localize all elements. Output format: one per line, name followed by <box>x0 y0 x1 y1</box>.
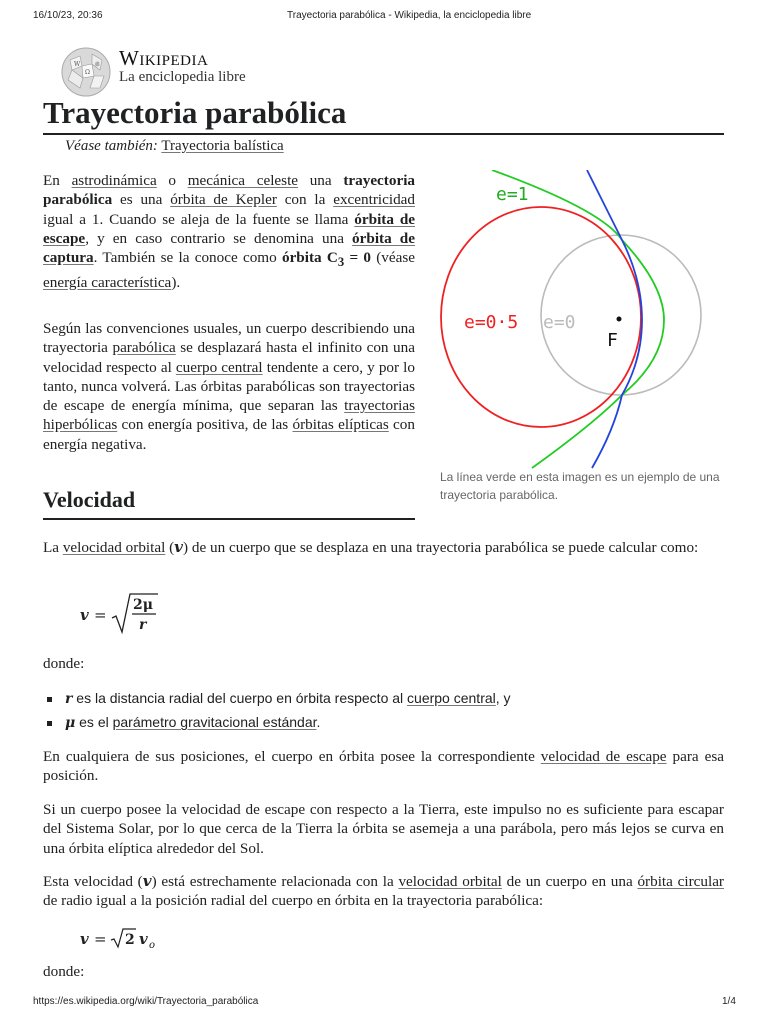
formula-denominator: r <box>139 617 147 633</box>
math-v: v <box>142 872 152 890</box>
text: una <box>298 172 344 189</box>
figure-caption: La línea verde en esta imagen es un ejemplo de una trayectoria parabólica. <box>440 470 720 502</box>
donde-label-1: donde: <box>43 655 85 672</box>
velocidad-paragraph-4 <box>43 872 724 911</box>
bold-c3 <box>281 249 371 270</box>
svg-text:=: = <box>94 606 107 624</box>
text: igual a 1. Cuando se aleja de la fuente se llama <box>43 210 355 228</box>
text: En <box>43 172 72 189</box>
link-velocidad-escape[interactable]: velocidad de escape <box>540 748 667 765</box>
orbits-figure[interactable] <box>432 170 722 470</box>
math-v: v <box>174 538 183 556</box>
intro-paragraph <box>43 171 415 292</box>
text: de radio igual a la posición radial del cuerpo en órbita en la trayectoria parabólica: <box>43 892 544 910</box>
formula-parabolic-velocity <box>80 590 170 643</box>
label-e1: e=1 <box>496 184 529 205</box>
link-orbita-escape[interactable]: órbita de escape <box>43 210 416 247</box>
link-velocidad-orbital-2[interactable]: velocidad orbital <box>398 873 502 890</box>
see-also-label: Véase también: <box>65 138 158 154</box>
wikipedia-globe-icon[interactable] <box>60 46 112 98</box>
link-trayectorias-hiperbolicas[interactable]: trayectorias hiperbólicas <box>43 397 415 434</box>
svg-text:=: = <box>94 930 107 948</box>
link-mecanica-celeste[interactable]: mecánica celeste <box>187 172 299 189</box>
link-orbita-captura[interactable]: órbita de captura <box>43 229 415 267</box>
link-parametro-gravitacional[interactable]: parámetro gravitacional estándar <box>112 714 317 730</box>
wikipedia-wordmark[interactable] <box>119 46 246 86</box>
text: de un cuerpo en una <box>501 873 638 890</box>
list-item-mu <box>43 712 511 736</box>
text: ) de un cuerpo que se desplaza en una trayectoria parabólica se puede calcular como: <box>183 539 699 556</box>
label-focus: F <box>607 330 618 351</box>
page-title: Trayectoria parabólica <box>43 95 347 130</box>
subscript: 3 <box>337 255 345 270</box>
see-also-link[interactable]: Trayectoria balística <box>161 138 284 154</box>
formula-numerator: 2μ <box>133 597 153 613</box>
text: órbita C <box>281 249 338 267</box>
text: Esta velocidad ( <box>43 873 143 890</box>
text: En cualquiera de sus posiciones, el cuerpo en órbita posee la correspondiente <box>43 748 541 765</box>
text: con energía positiva, de las <box>117 416 293 434</box>
list-item-r <box>43 688 511 712</box>
link-orbitas-elipticas[interactable]: órbitas elípticas <box>292 416 389 434</box>
text: (véase <box>370 249 415 267</box>
text: es una <box>112 191 171 209</box>
svg-text:W: W <box>74 61 81 68</box>
velocidad-paragraph-3: Si un cuerpo posee la velocidad de escape con respecto a la Tierra, este impulso no es suficiente para escapar del Sistema Solar, por lo que cerca de la Tierra la órbita se asemeja a una parábola, pero más lejos se curva en una órbita elíptica alrededor del Sol. <box>43 801 724 857</box>
text: o <box>156 172 188 189</box>
formula-escape-relation <box>80 927 180 956</box>
link-energia-caracteristica[interactable]: energía característica <box>43 273 172 291</box>
section-divider <box>43 518 415 520</box>
print-url: https://es.wikipedia.org/wiki/Trayectoria_parabólica <box>33 996 259 1007</box>
formula-lhs: v <box>80 606 89 624</box>
text: , y <box>495 690 511 706</box>
label-e0: e=0 <box>543 312 576 333</box>
text: para esa posición. <box>43 748 724 785</box>
link-excentricidad[interactable]: excentricidad <box>333 191 415 209</box>
text: . <box>316 714 321 730</box>
link-astrodinamica[interactable]: astrodinámica <box>71 172 157 189</box>
svg-text:Ω: Ω <box>85 69 90 76</box>
link-cuerpo-central[interactable]: cuerpo central <box>175 358 263 376</box>
bold-term: trayectoria parabólica <box>43 172 416 209</box>
logo-name: Wikipedia <box>119 46 209 70</box>
text: . También se la conoce como <box>93 249 282 267</box>
text: Según las convenciones usuales, un cuerpo describiendo una trayectoria <box>43 320 415 357</box>
paragraph-2 <box>43 319 415 454</box>
print-page-title: Trayectoria parabólica - Wikipedia, la enciclopedia libre <box>287 10 532 21</box>
text: = 0 <box>344 249 371 267</box>
link-parabolica[interactable]: parabólica <box>112 339 176 357</box>
text: La <box>43 539 63 556</box>
donde-label-2: donde: <box>43 963 85 980</box>
link-orbita-kepler[interactable]: órbita de Kepler <box>170 191 277 209</box>
text: ) está estrechamente relacionada con la <box>151 873 399 890</box>
section-heading-velocidad: Velocidad <box>43 487 136 512</box>
formula2-sub: o <box>149 940 156 951</box>
text: ( <box>165 539 175 556</box>
formula2-rhs: v <box>139 930 148 948</box>
text: tendente a cero, y por lo tanto, nunca volverá. Las órbitas parabólicas son trayectorias de escape de energía mínima, que separan las <box>43 358 415 415</box>
print-page-number: 1/4 <box>722 996 736 1007</box>
formula2-lhs: v <box>80 930 89 948</box>
link-orbita-circular[interactable]: órbita circular <box>637 873 724 890</box>
variables-list <box>43 688 511 736</box>
link-velocidad-orbital[interactable]: velocidad orbital <box>62 539 166 556</box>
velocidad-paragraph-2 <box>43 747 724 786</box>
text: con energía negativa. <box>43 416 415 453</box>
text: es la distancia radial del cuerpo en órbita respecto al <box>72 690 408 706</box>
text: ). <box>171 273 181 291</box>
text: con la <box>276 191 334 209</box>
print-datetime: 16/10/23, 20:36 <box>33 10 103 21</box>
text: se desplazará hasta el infinito con una velocidad respecto al <box>43 339 415 376</box>
focus-point <box>617 317 622 322</box>
velocidad-paragraph-1 <box>43 538 724 557</box>
svg-text:維: 維 <box>95 62 101 68</box>
formula2-root: 2 <box>125 932 135 948</box>
hyperbola-orbit <box>587 170 642 468</box>
see-also-hatnote <box>65 138 284 155</box>
link-cuerpo-central-2[interactable]: cuerpo central <box>407 690 496 706</box>
logo-tagline: La enciclopedia libre <box>119 69 246 85</box>
math-r: r <box>65 691 73 707</box>
math-mu: μ <box>65 715 76 731</box>
label-e05: e=0·5 <box>464 312 519 333</box>
title-divider <box>43 133 724 135</box>
text: es el <box>75 714 113 730</box>
text: , y en caso contrario se denomina una <box>85 229 353 247</box>
